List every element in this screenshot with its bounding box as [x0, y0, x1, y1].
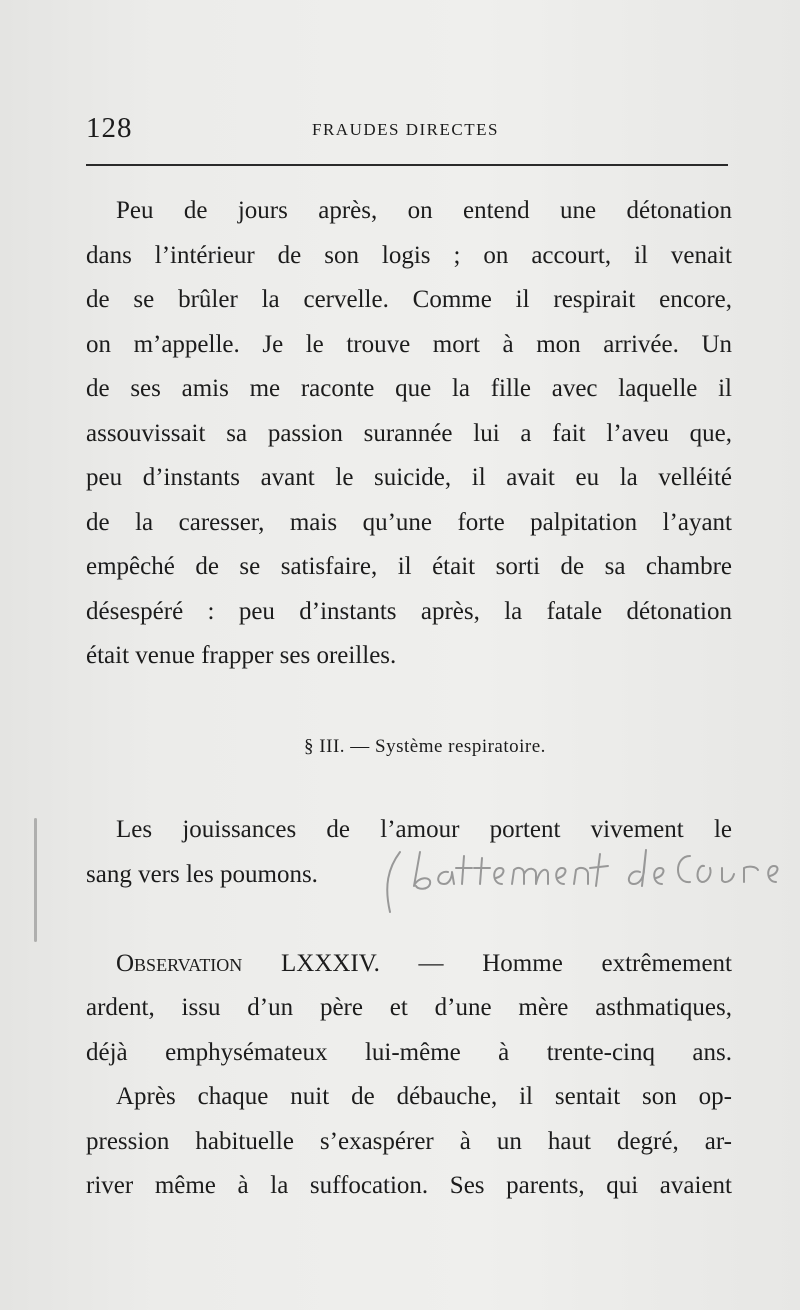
section-heading: [86, 736, 732, 758]
text-line: peu d’instants avant le suicide, il avait eu la velléité: [86, 464, 732, 491]
text-line: de la caresser, mais qu’une forte palpitation l’ayant: [86, 508, 732, 536]
section-dash: —: [350, 736, 370, 757]
page-number: 128: [86, 112, 133, 144]
text-line: Les jouissances de l’amour portent vivement le: [116, 816, 732, 843]
section-title: Système respiratoire.: [375, 736, 546, 757]
text-line: ardent, issu d’un père et d’une mère asthmatiques,: [86, 994, 732, 1021]
text-line: [86, 942, 732, 987]
text-line: déjà emphysémateux lui-même à trente-cinq ans.: [86, 1038, 732, 1066]
page-header: [86, 112, 732, 152]
text-line: désespéré : peu d’instants après, la fatale détonation: [86, 597, 732, 625]
text-line: de se brûler la cervelle. Comme il respirait encore,: [86, 286, 732, 313]
paragraph-1: [86, 189, 732, 679]
running-head: FRAUDES DIRECTES: [312, 120, 499, 139]
handwriting-drawing: [378, 846, 800, 916]
section-number: § III.: [304, 736, 346, 757]
text-line: pression habituelle s’exaspérer à un haut degré, ar-: [86, 1127, 732, 1155]
header-rule: [86, 164, 728, 166]
text-line: Peu de jours après, on entend une détonation: [116, 197, 732, 224]
handwritten-annotation: [378, 846, 800, 916]
observation-dash: —: [418, 950, 444, 977]
text-line: on m’appelle. Je le trouve mort à mon arrivée. Un: [86, 330, 732, 358]
margin-pencil-mark: [34, 818, 37, 942]
text-line: de ses amis me raconte que la fille avec laquelle il: [86, 375, 732, 402]
observation-first-line: [86, 942, 732, 987]
observation-text: Homme extrêmement: [482, 950, 732, 977]
text-line: était venue frapper ses oreilles.: [86, 642, 397, 669]
text-line: Après chaque nuit de débauche, il sentait son op-: [116, 1083, 732, 1110]
paragraph-3: [86, 986, 732, 1209]
text-line: dans l’intérieur de son logis ; on accourt, il venait: [86, 241, 732, 269]
text-line: empêché de se satisfaire, il était sorti de sa chambre: [86, 553, 732, 580]
observation-label: Observation LXXXIV.: [116, 950, 380, 977]
text-line: sang vers les poumons.: [86, 860, 318, 888]
text-line: assouvissait sa passion surannée lui a fait l’aveu que,: [86, 419, 732, 447]
text-line: river même à la suffocation. Ses parents, qui avaient: [86, 1172, 732, 1199]
